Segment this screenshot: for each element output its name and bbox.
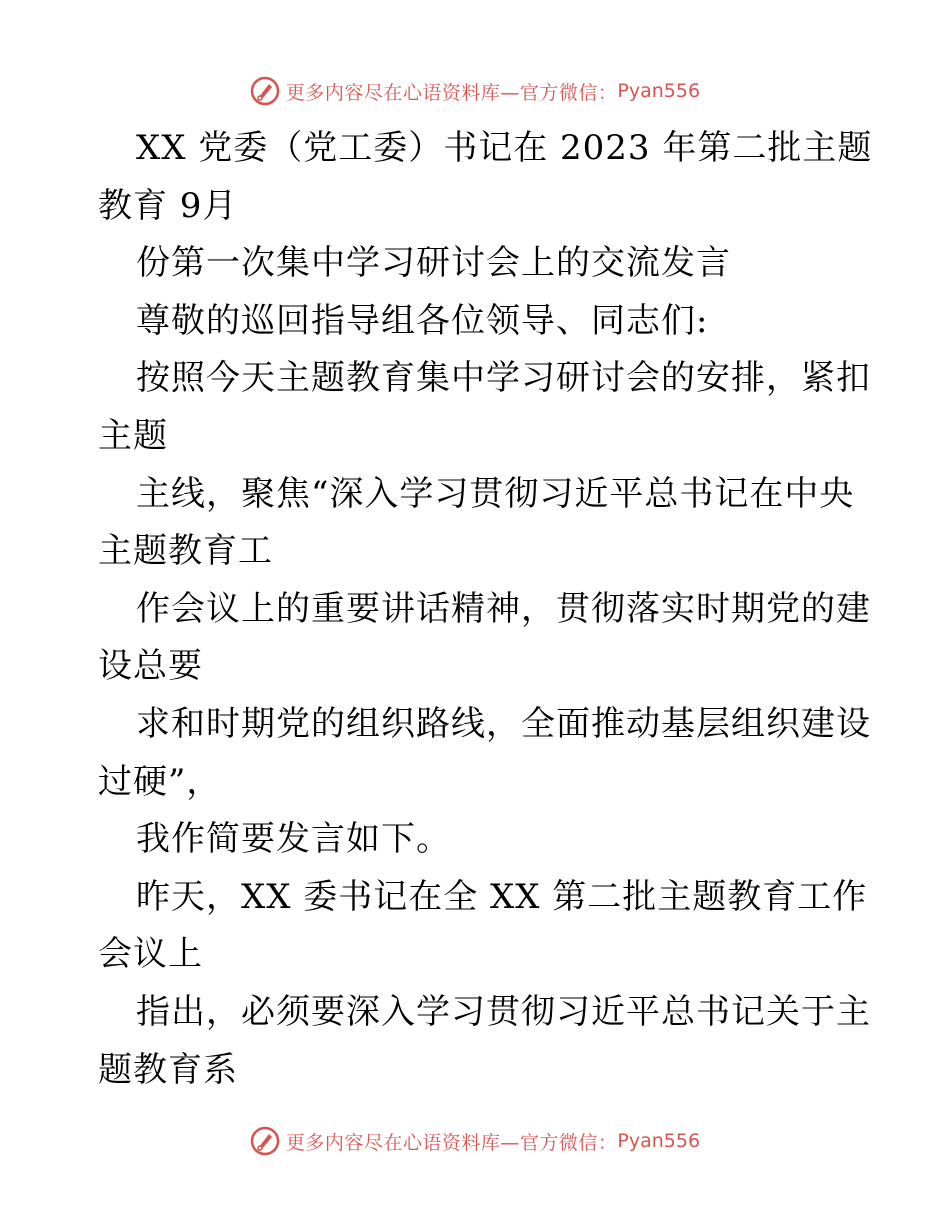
text-line: 设总要 bbox=[98, 646, 203, 687]
watermark-text: 更多内容尽在心语资料库—官方微信： bbox=[285, 1131, 618, 1154]
text-line: 指出，必须要深入学习贯彻习近平总书记关于主 bbox=[136, 991, 871, 1032]
pen-nib-logo-icon bbox=[250, 76, 280, 106]
watermark-account: Pyan556 bbox=[617, 80, 701, 102]
text-line: 会议上 bbox=[98, 934, 203, 975]
watermark-text: 更多内容尽在心语资料库—官方微信： bbox=[285, 81, 618, 104]
text-line: 过硬”， bbox=[98, 761, 222, 802]
text-line: 尊敬的巡回指导组各位领导、同志们: bbox=[136, 300, 709, 341]
pen-nib-logo-icon bbox=[250, 1126, 280, 1156]
text-line: 教育 9月 bbox=[98, 185, 238, 226]
text-line: 主题 bbox=[98, 415, 168, 456]
text-line: XX 党委（党工委）书记在 2023 年第二批主题 bbox=[136, 128, 873, 168]
watermark-account: Pyan556 bbox=[617, 1130, 701, 1152]
text-line: 昨天，XX 委书记在全 XX 第二批主题教育工作 bbox=[136, 876, 868, 917]
header-watermark bbox=[0, 71, 950, 111]
text-line: 题教育系 bbox=[98, 1049, 238, 1090]
text-line: 主题教育工 bbox=[98, 531, 273, 572]
document-body bbox=[98, 120, 873, 1099]
text-line: 我作简要发言如下。 bbox=[136, 819, 451, 860]
text-line: 作会议上的重要讲话精神，贯彻落实时期党的建 bbox=[136, 588, 871, 629]
text-line: 求和时期党的组织路线，全面推动基层组织建设 bbox=[136, 703, 871, 744]
text-line: 份第一次集中学习研讨会上的交流发言 bbox=[136, 243, 731, 284]
text-line: 按照今天主题教育集中学习研讨会的安排，紧扣 bbox=[136, 358, 871, 399]
footer-watermark bbox=[0, 1121, 950, 1161]
text-line: 主线，聚焦“深入学习贯彻习近平总书记在中央 bbox=[136, 473, 855, 514]
